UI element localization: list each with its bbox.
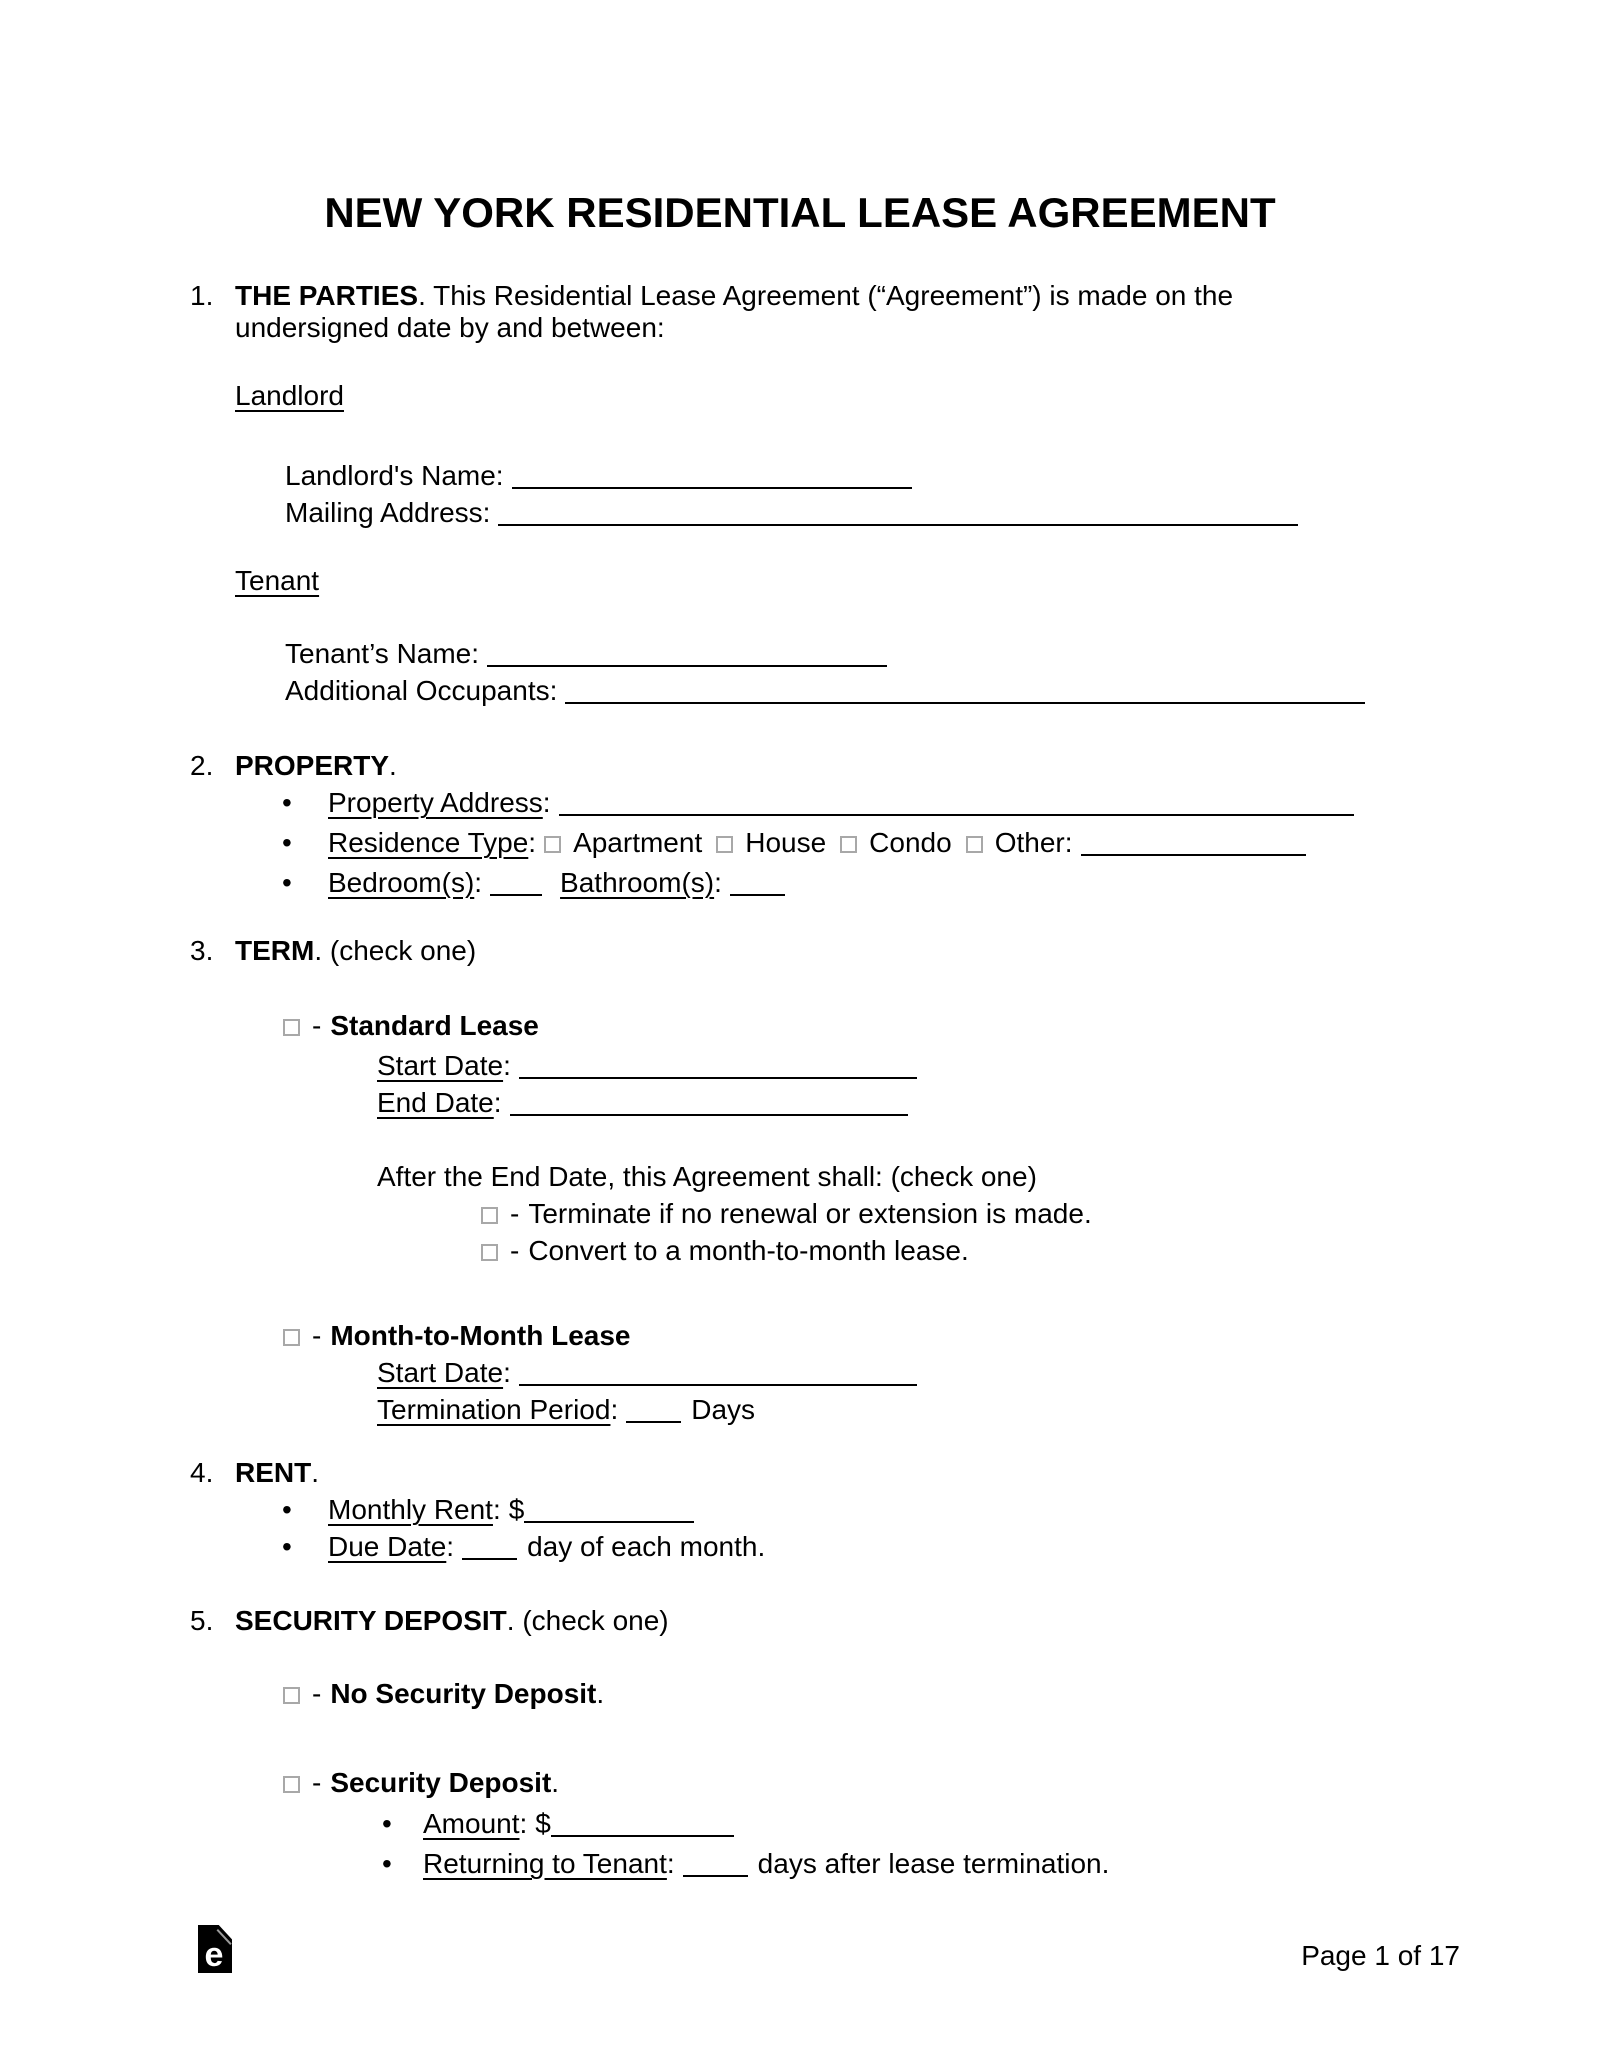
dollar-sign: $ [508, 1494, 525, 1525]
colon: : [528, 827, 537, 858]
month-to-month-checkbox[interactable] [283, 1329, 300, 1346]
termination-period-label: Termination Period [377, 1394, 611, 1425]
section-5-check-one: . (check one) [506, 1605, 669, 1636]
property-address-label: Property Address [328, 787, 543, 818]
colon: : [495, 460, 504, 491]
amount-blank[interactable] [551, 1830, 734, 1837]
bullet-icon: • [282, 787, 292, 818]
standard-end-date-blank[interactable] [510, 1109, 908, 1116]
section-4-heading-line [190, 1455, 319, 1491]
landlord-name-blank[interactable] [512, 482, 912, 489]
colon: : [474, 867, 483, 898]
no-security-deposit-checkbox[interactable] [283, 1687, 300, 1704]
start-date-label: Start Date [377, 1357, 504, 1388]
apartment-option-label: Apartment [573, 827, 703, 858]
due-date-blank[interactable] [462, 1553, 517, 1560]
section-1-number: 1. [190, 280, 214, 311]
section-4-heading: RENT [235, 1457, 312, 1488]
section-1-line-2 [235, 310, 665, 346]
no-security-deposit-label: No Security Deposit [330, 1678, 597, 1709]
mailing-address-line [285, 495, 1298, 531]
end-date-label: End Date [377, 1087, 494, 1118]
eforms-logo [198, 1925, 232, 1973]
section-3-heading: TERM [235, 935, 315, 966]
other-blank[interactable] [1081, 849, 1306, 856]
termination-period-line [377, 1392, 755, 1428]
m2m-start-date-line [377, 1355, 917, 1391]
standard-lease-line [283, 1008, 539, 1044]
colon: : [503, 1050, 511, 1081]
landlord-name-label: Landlord's Name [285, 460, 496, 491]
other-option-label: Other [994, 827, 1065, 858]
colon: : [549, 675, 558, 706]
due-date-label: Due Date [328, 1531, 447, 1562]
security-deposit-checkbox[interactable] [283, 1776, 300, 1793]
apartment-checkbox[interactable] [544, 836, 561, 853]
section-5-heading: SECURITY DEPOSIT [235, 1605, 507, 1636]
returning-line [382, 1846, 1109, 1882]
dollar-sign: $ [535, 1808, 551, 1839]
bullet-icon: • [282, 1494, 292, 1525]
amount-label: Amount [423, 1808, 520, 1839]
termination-period-blank[interactable] [626, 1416, 681, 1423]
start-date-label: Start Date [377, 1050, 504, 1081]
colon: : [1064, 827, 1073, 858]
property-address-blank[interactable] [559, 809, 1354, 816]
property-address-line [282, 785, 1354, 821]
condo-checkbox[interactable] [840, 836, 857, 853]
terminate-option-line [481, 1196, 1092, 1232]
month-to-month-label: Month-to-Month Lease [330, 1320, 631, 1351]
days-suffix: Days [691, 1394, 756, 1425]
convert-checkbox[interactable] [481, 1244, 498, 1261]
logo-letter: e [204, 1936, 224, 1974]
standard-lease-label: Standard Lease [330, 1010, 539, 1041]
bullet-icon: • [282, 867, 292, 898]
returning-blank[interactable] [683, 1870, 748, 1877]
landlord-name-line [285, 458, 912, 494]
section-3-heading-line [190, 933, 476, 969]
tenant-heading: Tenant [235, 565, 320, 596]
additional-occupants-blank[interactable] [565, 697, 1365, 704]
terminate-option-label: Terminate if no renewal or extension is made. [528, 1198, 1092, 1229]
section-2-heading: PROPERTY [235, 750, 390, 781]
colon: : [446, 1531, 455, 1562]
colon: : [714, 867, 722, 898]
colon: : [493, 1087, 502, 1118]
dash: - [510, 1198, 520, 1229]
bullet-icon: • [282, 827, 292, 858]
tenant-name-blank[interactable] [487, 660, 887, 667]
section-2-heading-line [190, 748, 397, 784]
bedrooms-bathrooms-line [282, 865, 785, 901]
due-date-line [282, 1529, 765, 1565]
period: . [389, 750, 397, 781]
returning-suffix: days after lease termination. [757, 1848, 1110, 1879]
after-end-date-text: After the End Date, this Agreement shall: (check one) [377, 1161, 1037, 1192]
colon: : [482, 497, 491, 528]
bullet-icon: • [382, 1848, 392, 1879]
dash: - [312, 1320, 322, 1351]
landlord-heading-line [235, 378, 344, 414]
after-end-date-line [377, 1159, 1037, 1195]
monthly-rent-line [282, 1492, 694, 1528]
period: . [311, 1457, 320, 1488]
additional-occupants-label: Additional Occupants [285, 675, 550, 706]
tenant-name-label: Tenant’s Name [285, 638, 472, 669]
bedrooms-blank[interactable] [490, 889, 542, 896]
m2m-start-date-blank[interactable] [519, 1379, 917, 1386]
residence-type-line [282, 825, 1306, 861]
due-date-suffix: day of each month. [527, 1531, 766, 1562]
monthly-rent-label: Monthly Rent [328, 1494, 493, 1525]
bullet-icon: • [382, 1808, 392, 1839]
colon: : [666, 1848, 675, 1879]
section-3-check-one: . (check one) [314, 935, 477, 966]
standard-end-date-line [377, 1085, 908, 1121]
monthly-rent-blank[interactable] [524, 1516, 694, 1523]
section-1-body-line1: . This Residential Lease Agreement (“Agreement”) is made on the [418, 280, 1234, 311]
house-checkbox[interactable] [716, 836, 733, 853]
landlord-heading: Landlord [235, 380, 344, 411]
section-1-heading: THE PARTIES [235, 280, 419, 311]
other-checkbox[interactable] [966, 836, 983, 853]
residence-type-label: Residence Type [328, 827, 529, 858]
dash: - [312, 1767, 322, 1798]
section-5-number: 5. [190, 1605, 214, 1636]
terminate-checkbox[interactable] [481, 1207, 498, 1224]
security-deposit-label: Security Deposit [330, 1767, 552, 1798]
colon: : [471, 638, 480, 669]
tenant-heading-line [235, 563, 319, 599]
mailing-address-label: Mailing Address [285, 497, 483, 528]
returning-label: Returning to Tenant [423, 1848, 667, 1879]
period: . [551, 1767, 560, 1798]
bedrooms-label: Bedroom(s) [328, 867, 475, 898]
section-5-heading-line [190, 1603, 669, 1639]
house-option-label: House [745, 827, 827, 858]
colon: : [503, 1357, 511, 1388]
section-1-line-1 [190, 278, 1233, 314]
tenant-name-line [285, 636, 887, 672]
no-security-deposit-line [283, 1676, 604, 1712]
colon: : [492, 1494, 501, 1525]
mailing-address-blank[interactable] [498, 519, 1298, 526]
bathrooms-label: Bathroom(s) [560, 867, 715, 898]
dash: - [312, 1010, 322, 1041]
section-1-body-line2: undersigned date by and between: [235, 312, 665, 343]
section-4-number: 4. [190, 1457, 214, 1488]
section-3-number: 3. [190, 935, 214, 966]
section-2-number: 2. [190, 750, 214, 781]
bullet-icon: • [282, 1531, 292, 1562]
bathrooms-blank[interactable] [730, 889, 785, 896]
month-to-month-line [283, 1318, 631, 1354]
standard-lease-checkbox[interactable] [283, 1019, 300, 1036]
colon: : [542, 787, 551, 818]
colon: : [610, 1394, 619, 1425]
period: . [596, 1678, 605, 1709]
condo-option-label: Condo [869, 827, 952, 858]
additional-occupants-line [285, 673, 1365, 709]
convert-option-label: Convert to a month-to-month lease. [528, 1235, 969, 1266]
colon: : [519, 1808, 528, 1839]
dash: - [510, 1235, 520, 1266]
dash: - [312, 1678, 322, 1709]
security-deposit-line [283, 1765, 559, 1801]
amount-line [382, 1806, 734, 1842]
page-title: NEW YORK RESIDENTIAL LEASE AGREEMENT [324, 189, 1276, 236]
convert-option-line [481, 1233, 969, 1269]
page-number: Page 1 of 17 [1301, 1940, 1460, 1971]
standard-start-date-line [377, 1048, 917, 1084]
standard-start-date-blank[interactable] [519, 1072, 917, 1079]
